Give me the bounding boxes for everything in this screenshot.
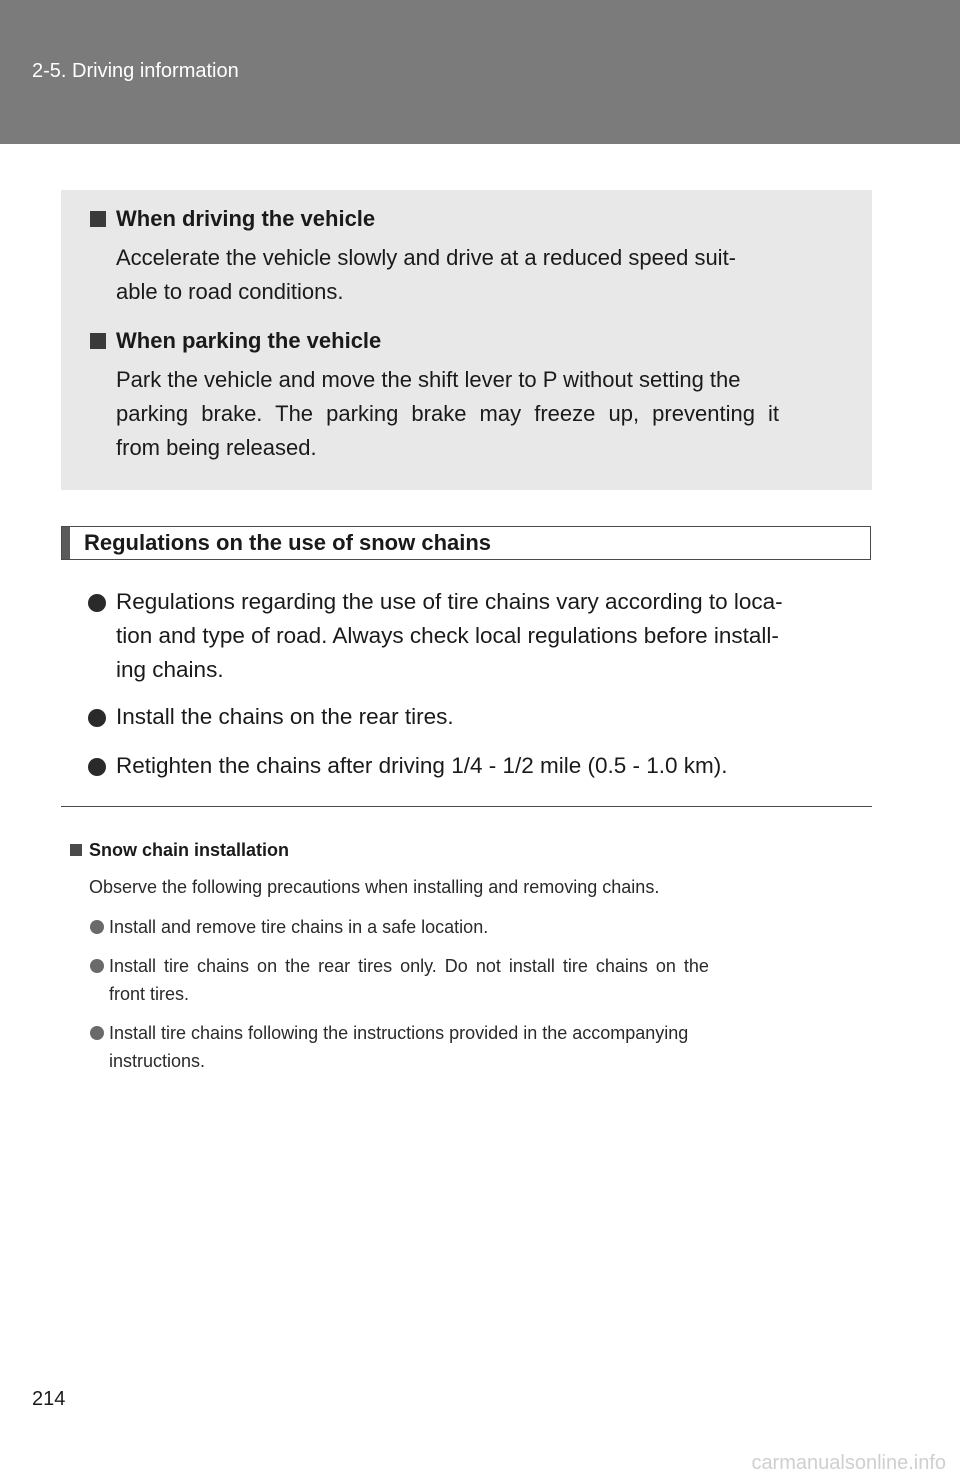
text-line: instructions. xyxy=(109,1051,206,1071)
text-line: Install tire chains on the rear tires only. Do not install tire chains on the xyxy=(109,956,709,976)
text-line: Accelerate the vehicle slowly and drive at a reduced speed suit- xyxy=(116,245,737,270)
text-line: front tires. xyxy=(109,984,190,1004)
text-line: Install and remove tire chains in a safe location. xyxy=(109,917,489,937)
notes-list-item xyxy=(109,1019,688,1047)
list-item xyxy=(116,749,728,783)
info-box-heading: When driving the vehicle xyxy=(116,206,376,231)
round-bullet-icon xyxy=(90,920,104,934)
round-bullet-icon xyxy=(88,594,106,612)
notes-intro xyxy=(89,873,659,901)
square-bullet-icon xyxy=(90,211,106,227)
round-bullet-icon xyxy=(90,1026,104,1040)
text-line: Install tire chains following the instructions provided in the accompanying xyxy=(109,1023,689,1043)
notes-list-item-continuation xyxy=(109,1047,205,1075)
round-bullet-icon xyxy=(88,709,106,727)
info-box-paragraph xyxy=(116,363,838,465)
text-line: Regulations regarding the use of tire chains vary according to loca- xyxy=(116,589,783,614)
square-bullet-icon xyxy=(90,333,106,349)
notes-list-item xyxy=(109,913,488,941)
section-title-bar xyxy=(61,526,871,560)
text-line: Install the chains on the rear tires. xyxy=(116,704,454,729)
info-box-heading: When parking the vehicle xyxy=(116,328,382,353)
text-line: parking brake. The parking brake may freeze up, preventing it xyxy=(116,401,780,426)
section-title: Regulations on the use of snow chains xyxy=(84,530,492,555)
section-breadcrumb: 2-5. Driving information xyxy=(32,60,239,82)
square-bullet-icon xyxy=(70,844,82,856)
round-bullet-icon xyxy=(88,758,106,776)
list-item xyxy=(116,700,454,734)
notes-heading: Snow chain installation xyxy=(89,840,290,860)
text-line: Retighten the chains after driving 1/4 - 1/2 mile (0.5 - 1.0 km). xyxy=(116,753,728,778)
watermark-text: carmanualsonline.info xyxy=(751,1452,946,1474)
text-line: ing chains. xyxy=(116,657,224,682)
section-title-accent xyxy=(62,527,70,559)
section-divider xyxy=(61,806,872,807)
list-item xyxy=(116,585,783,687)
notes-list-item xyxy=(109,952,709,980)
info-box-paragraph xyxy=(116,241,838,309)
text-line: tion and type of road. Always check local regulations before install- xyxy=(116,623,779,648)
text-line: from being released. xyxy=(116,435,317,460)
notes-list-item-continuation xyxy=(109,980,189,1008)
text-line: Observe the following precautions when installing and removing chains. xyxy=(89,877,660,897)
text-line: Park the vehicle and move the shift lever to P without setting the xyxy=(116,367,741,392)
round-bullet-icon xyxy=(90,959,104,973)
text-line: able to road conditions. xyxy=(116,279,344,304)
page-number: 214 xyxy=(32,1388,66,1410)
